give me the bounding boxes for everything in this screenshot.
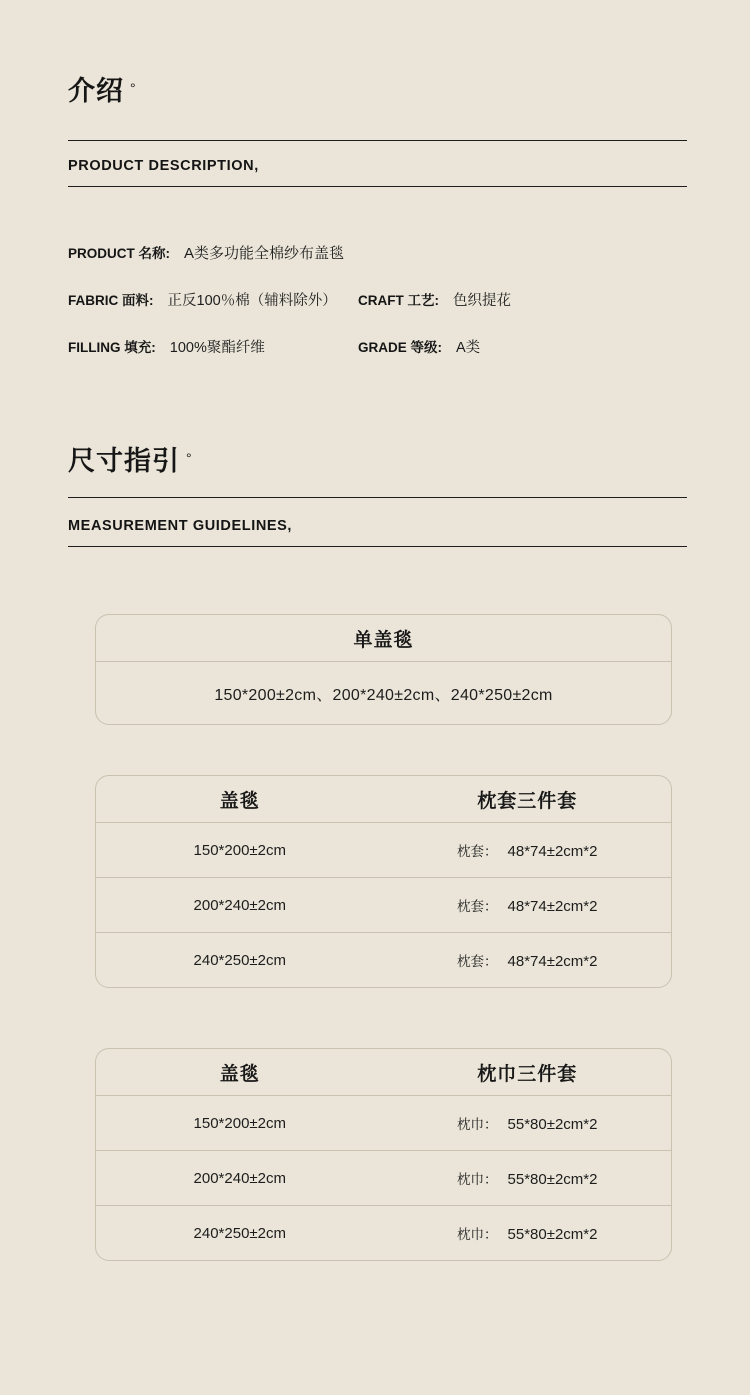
blanket-size: 200*240±2cm — [193, 896, 286, 914]
size-card-single-blanket — [95, 614, 672, 725]
degree-mark-icon: ° — [186, 450, 192, 466]
pillow-towel-value: 55*80±2cm*2 — [507, 1226, 598, 1243]
size-card-title: 单盖毯 — [353, 629, 414, 651]
intro-heading-text: 介绍 — [68, 76, 124, 106]
spec-item — [68, 242, 358, 263]
column-header-set: 枕巾三件套 — [477, 1063, 578, 1085]
blanket-size: 200*240±2cm — [193, 1169, 286, 1187]
pillow-value: 48*74±2cm*2 — [507, 843, 598, 860]
spec-value: 正反100％棉（辅料除外） — [167, 293, 337, 309]
pillow-towel-size — [384, 1223, 672, 1243]
spec-row — [68, 336, 687, 357]
measurement-subtitle: MEASUREMENT GUIDELINES, — [68, 518, 293, 534]
pillow-towel-size — [384, 1168, 672, 1188]
product-spec-table — [68, 242, 687, 383]
measurement-divider-bottom — [68, 546, 687, 547]
table-row — [96, 933, 671, 987]
table-row — [96, 1096, 671, 1151]
blanket-size: 150*200±2cm — [193, 1114, 286, 1132]
degree-mark-icon: ° — [130, 80, 136, 96]
intro-section-heading — [68, 78, 136, 105]
spec-item — [68, 289, 358, 310]
pillow-value: 48*74±2cm*2 — [507, 953, 598, 970]
intro-divider-bottom — [68, 186, 687, 187]
table-row — [96, 823, 671, 878]
column-header-set: 枕套三件套 — [477, 790, 578, 812]
spec-label: GRADE 等级: — [358, 340, 442, 355]
pillow-towel-label: 枕巾： — [457, 1227, 498, 1242]
table-row — [96, 1151, 671, 1206]
size-card-header — [96, 776, 671, 823]
blanket-size: 150*200±2cm — [193, 841, 286, 859]
measurement-divider-top — [68, 497, 687, 498]
pillow-towel-label: 枕巾： — [457, 1172, 498, 1187]
intro-divider-top — [68, 140, 687, 141]
spec-value: A类 — [456, 340, 481, 356]
spec-item — [68, 336, 358, 357]
spec-label: PRODUCT 名称: — [68, 246, 170, 261]
column-header-blanket: 盖毯 — [219, 790, 260, 812]
column-header-blanket: 盖毯 — [219, 1063, 260, 1085]
pillow-label: 枕套： — [457, 954, 498, 969]
measurement-section-heading — [68, 448, 192, 475]
size-card-pillowcase-set — [95, 775, 672, 988]
spec-item — [358, 289, 687, 310]
blanket-size: 240*250±2cm — [193, 1224, 286, 1242]
size-card-pillowtowel-set — [95, 1048, 672, 1261]
pillow-label: 枕套： — [457, 899, 498, 914]
spec-row — [68, 289, 687, 310]
blanket-size: 240*250±2cm — [193, 951, 286, 969]
spec-row — [68, 242, 687, 263]
spec-label: FILLING 填充: — [68, 340, 156, 355]
spec-value: A类多功能全棉纱布盖毯 — [184, 245, 345, 262]
table-row — [96, 1206, 671, 1260]
size-card-sizes-line: 150*200±2cm、200*240±2cm、240*250±2cm — [214, 686, 553, 704]
pillow-size — [384, 950, 672, 970]
table-row — [96, 878, 671, 933]
pillow-size — [384, 895, 672, 915]
measurement-heading-text: 尺寸指引 — [68, 446, 180, 476]
spec-label: CRAFT 工艺: — [358, 293, 439, 308]
pillow-size — [384, 840, 672, 860]
spec-value: 色织提花 — [453, 293, 511, 309]
pillow-towel-label: 枕巾： — [457, 1117, 498, 1132]
size-card-header — [96, 1049, 671, 1096]
pillow-value: 48*74±2cm*2 — [507, 898, 598, 915]
pillow-towel-value: 55*80±2cm*2 — [507, 1116, 598, 1133]
size-card-header — [96, 615, 671, 662]
pillow-towel-value: 55*80±2cm*2 — [507, 1171, 598, 1188]
spec-value: 100%聚酯纤维 — [169, 340, 265, 356]
intro-subtitle: PRODUCT DESCRIPTION, — [68, 158, 259, 174]
pillow-label: 枕套： — [457, 844, 498, 859]
spec-label: FABRIC 面料: — [68, 293, 154, 308]
pillow-towel-size — [384, 1113, 672, 1133]
spec-item — [358, 336, 687, 357]
